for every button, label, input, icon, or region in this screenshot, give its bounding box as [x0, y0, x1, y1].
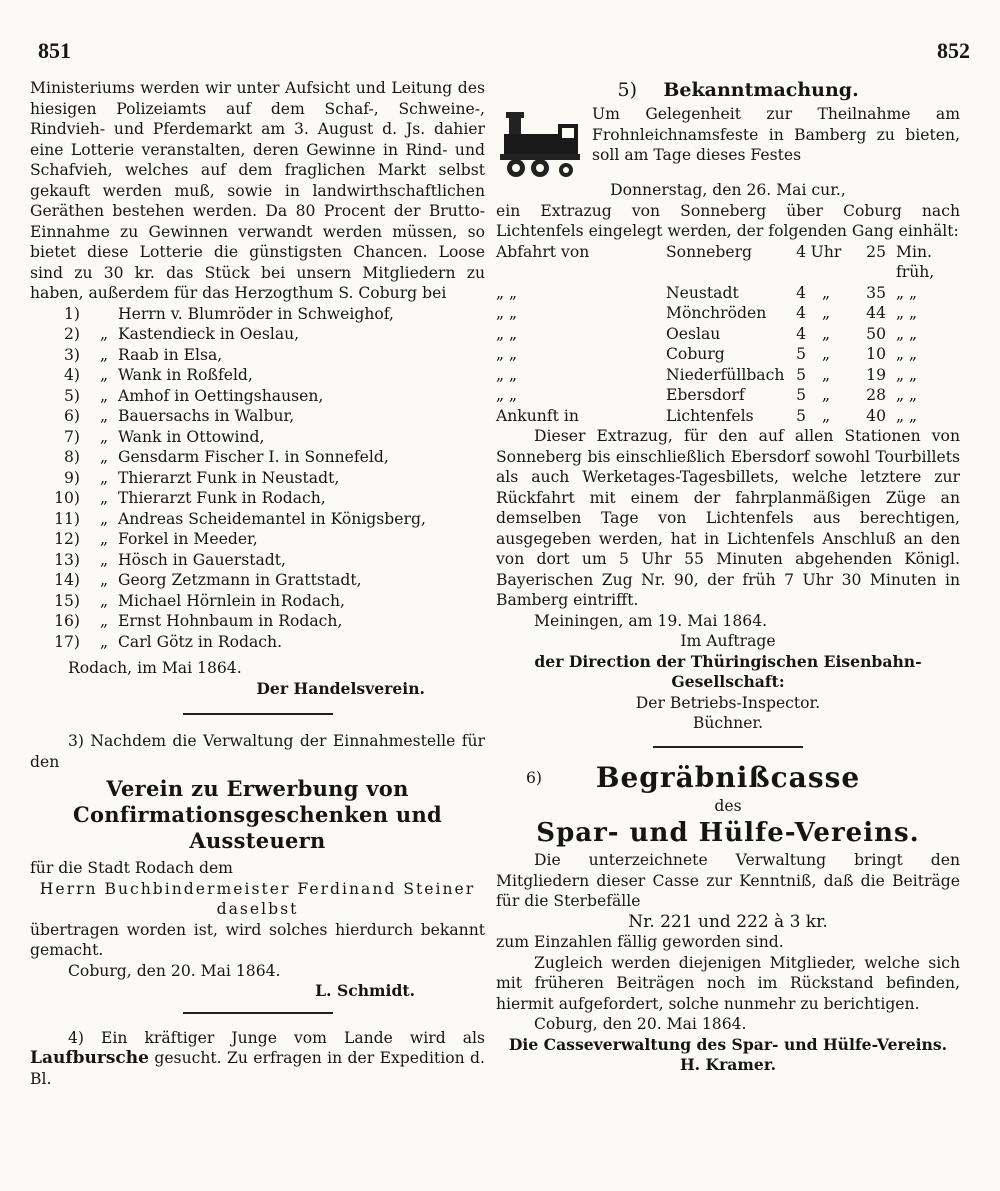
schedule-uhr: „ [821, 365, 831, 384]
section3-dateline: Coburg, den 20. Mai 1864. [68, 961, 281, 980]
section4-text-b: gesucht. Zu erfragen in der Expedition d. Bl. [30, 1049, 485, 1088]
agent-list [40, 304, 485, 653]
list-item-number: 16) [54, 612, 80, 630]
list-item [40, 488, 485, 509]
schedule-action: „ „ [496, 304, 518, 322]
schedule-hour: 5 [796, 386, 806, 404]
list-item-ditto: „ [99, 468, 109, 487]
list-item-ditto: „ [99, 550, 109, 569]
list-item-ditto: „ [99, 591, 109, 610]
schedule-suffix: „ „ [896, 365, 918, 384]
dateline-rodach: Rodach, im Mai 1864. [68, 659, 242, 677]
section4-bold-word: Laufbursche [30, 1048, 149, 1068]
section5-direction: der Direction der Thüringischen Eisenbahn-Gesellschaft: [534, 651, 922, 691]
list-item-number: 7) [63, 427, 80, 446]
schedule-action: „ „ [496, 283, 518, 302]
list-item [40, 447, 485, 468]
list-item [40, 632, 485, 653]
list-item-ditto: „ [99, 489, 109, 507]
section6-body3: Zugleich werden diejenigen Mitglieder, welche sich mit früheren Beiträgen noch im Rückstand befinden, hiermit aufgefordert, solche nunmehr zu berichtigen. [496, 953, 960, 1013]
list-item-number: 17) [54, 632, 80, 651]
schedule-minute: 35 [866, 283, 886, 302]
schedule-row [496, 406, 960, 427]
schedule-row [496, 242, 960, 283]
schedule-row [496, 324, 960, 345]
schedule-station: Mönchröden [666, 304, 767, 322]
list-item-text: Gensdarm Fischer I. in Sonnefeld, [118, 448, 389, 466]
list-item-ditto: „ [99, 509, 109, 528]
list-item [40, 468, 485, 489]
schedule-uhr: Uhr [810, 242, 842, 261]
list-item-number: 10) [54, 489, 80, 507]
section6-signature: Die Casseverwaltung des Spar- und Hülfe-Vereins. [508, 1034, 948, 1054]
section4-text-a: 4) Ein kräftiger Junge vom Lande wird als [68, 1028, 485, 1047]
locomotive-icon [500, 108, 582, 180]
schedule-minute: 50 [866, 324, 886, 343]
schedule-uhr: „ [821, 304, 831, 322]
section3-body2: übertragen worden ist, wird solches hierdurch bekannt gemacht. [30, 920, 485, 959]
schedule-station: Ebersdorf [666, 386, 745, 404]
list-item [40, 386, 485, 407]
list-item [40, 550, 485, 571]
schedule-hour: 4 [796, 242, 806, 261]
schedule-station: Sonneberg [666, 242, 753, 261]
schedule-minute: 28 [866, 386, 886, 404]
section5-number: 5) [617, 79, 638, 101]
section6-name: H. Kramer. [679, 1055, 777, 1074]
list-item-ditto: „ [99, 448, 109, 466]
section6-numbers: Nr. 221 und 222 à 3 kr. [628, 911, 828, 932]
list-item-text: Carl Götz in Rodach. [118, 632, 283, 651]
list-item-text: Wank in Ottowind, [118, 427, 265, 446]
list-item-number: 2) [63, 325, 80, 343]
section5-name: Büchner. [692, 714, 764, 732]
list-item-number: 13) [54, 550, 80, 569]
section6-body1: Die unterzeichnete Verwaltung bringt den Mitgliedern dieser Casse zur Kenntniß, daß die Beiträge für die Sterbefälle [496, 851, 960, 910]
schedule-station: Niederfüllbach [666, 365, 785, 384]
divider-left-1 [183, 713, 333, 715]
section6-body2: zum Einzahlen fällig geworden sind. [496, 933, 784, 951]
list-item-text: Herrn v. Blumröder in Schweighof, [118, 304, 394, 323]
list-item-ditto: „ [99, 530, 109, 548]
schedule-action: Ankunft in [496, 406, 579, 425]
list-item-number: 4) [63, 366, 80, 384]
schedule-minute: 40 [866, 406, 886, 425]
list-item-number: 11) [54, 509, 80, 528]
schedule-station: Coburg [666, 345, 725, 363]
section5-intro: Um Gelegenheit zur Theilnahme am Frohnleichnamsfeste in Bamberg zu bieten, soll am Tage dieses Festes [592, 105, 960, 164]
schedule-suffix: „ „ [896, 406, 918, 425]
schedule-row [496, 385, 960, 406]
list-item-ditto: „ [99, 427, 109, 446]
list-item [40, 570, 485, 591]
list-item [40, 509, 485, 530]
list-item-text: Thierarzt Funk in Neustadt, [118, 468, 340, 487]
schedule-action: Abfahrt von [496, 242, 590, 261]
list-item-number: 5) [63, 386, 80, 405]
schedule-minute: 25 [866, 242, 886, 261]
schedule-uhr: „ [821, 406, 831, 425]
list-item [40, 529, 485, 550]
schedule-hour: 5 [796, 406, 806, 425]
list-item-ditto: „ [99, 571, 109, 589]
section5-date: Donnerstag, den 26. Mai cur., [610, 181, 846, 199]
section5-body2: Dieser Extrazug, für den auf allen Stationen von Sonneberg bis einschließlich Ebersdorf sowohl Tourbillets als auch Werketages-Tagesbillets, welche letztere zur Rückfahrt mit einem der fahrplanmäßigen Züge an demselben Tage von Lichtenfels aus berechtigen, ausgegeben werden, hat in Lichtenfels Anschluß an den von dort um 5 Uhr 55 Minuten abgehenden Königl. Bayerischen Zug Nr. 90, der früh 7 Uhr 30 Minuten in Bamberg eintrifft. [496, 427, 960, 609]
schedule-minute: 10 [866, 345, 886, 363]
page-number-left: 851 [38, 38, 71, 63]
list-item-text: Georg Zetzmann in Grattstadt, [118, 571, 362, 589]
list-item [40, 591, 485, 612]
schedule-suffix: „ „ [896, 304, 918, 322]
list-item-number: 15) [54, 591, 80, 610]
schedule-minute: 44 [866, 304, 886, 322]
schedule-uhr: „ [821, 324, 831, 343]
schedule-suffix: „ „ [896, 386, 918, 404]
list-item-text: Wank in Roßfeld, [118, 366, 253, 384]
schedule-station: Neustadt [666, 283, 739, 302]
section5-body1: ein Extrazug von Sonneberg über Coburg nach Lichtenfels eingelegt werden, der folgenden Gang einhält: [496, 201, 960, 240]
list-item [40, 345, 485, 366]
schedule-row [496, 283, 960, 304]
list-item-ditto: „ [99, 612, 109, 630]
section6-number: 6) [526, 768, 543, 787]
section6-title1: Begräbnißcasse [595, 760, 861, 794]
list-item-text: Kastendieck in Oeslau, [118, 325, 300, 343]
list-item-number: 1) [63, 304, 80, 323]
schedule-row [496, 344, 960, 365]
section3-title: Verein zu Erwerbung von Confirmationsgeschenken und Aussteuern [72, 776, 443, 853]
list-item-ditto: „ [99, 366, 109, 384]
list-item [40, 324, 485, 345]
list-item [40, 406, 485, 427]
list-item-number: 8) [63, 448, 80, 466]
section3-intro: 3) Nachdem die Verwaltung der Einnahmestelle für den [30, 732, 485, 771]
list-item-text: Forkel in Meeder, [118, 530, 258, 548]
schedule-hour: 5 [796, 345, 806, 363]
schedule-uhr: „ [821, 345, 831, 363]
section5-inspector: Der Betriebs-Inspector. [635, 693, 821, 712]
list-item-text: Raab in Elsa, [118, 345, 223, 364]
left-paragraph-lottery: Ministeriums werden wir unter Aufsicht und Leitung des hiesigen Polizeiamts auf dem Schaf-, Schweine-, Rindvieh- und Pferdemarkt am 3. August d. Js. dahier eine Lotterie veranstalten, deren Gewinne in Rind- und Schafvieh, welches auf dem fraglichen Markt selbst gekauft werden muß, sowie in landwirthschaftlichen Geräthen bestehen werden. Da 80 Procent der Brutto-Einnahme zu Gewinnen verwandt werden müssen, so bietet diese Lotterie die günstigsten Chancen. Loose sind zu 30 kr. das Stück bei unsern Mitgliedern zu haben, außerdem für das Herzogthum S. Coburg bei [30, 79, 485, 302]
divider-left-2 [183, 1012, 333, 1014]
list-item-text: Hösch in Gauerstadt, [118, 550, 286, 569]
schedule-hour: 5 [796, 365, 806, 384]
right-column [496, 78, 960, 1076]
list-item-ditto: „ [99, 345, 109, 364]
schedule-suffix: „ „ [896, 283, 918, 302]
schedule-action: „ „ [496, 365, 518, 384]
schedule-suffix: Min. früh, [896, 242, 935, 281]
schedule-action: „ „ [496, 324, 518, 343]
list-item-number: 12) [54, 530, 80, 548]
section5-auftrag: Im Auftrage [680, 632, 776, 650]
section6-dateline: Coburg, den 20. Mai 1864. [534, 1015, 747, 1033]
train-schedule [496, 242, 960, 427]
list-item-number: 3) [63, 345, 80, 364]
signature-handelsverein: Der Handelsverein. [256, 678, 425, 698]
section6-title2: Spar- und Hülfe-Vereins. [536, 818, 920, 848]
list-item-text: Michael Hörnlein in Rodach, [118, 591, 346, 610]
list-item [40, 427, 485, 448]
list-item [40, 611, 485, 632]
schedule-hour: 4 [796, 324, 806, 343]
list-item-text: Bauersachs in Walbur, [118, 407, 295, 425]
list-item-number: 6) [63, 407, 80, 425]
schedule-uhr: „ [821, 283, 831, 302]
list-item-ditto [90, 304, 118, 325]
section6-des: des [714, 796, 742, 815]
list-item-ditto: „ [99, 407, 109, 425]
schedule-suffix: „ „ [896, 345, 918, 363]
schedule-hour: 4 [796, 283, 806, 302]
list-item-ditto: „ [99, 632, 109, 651]
list-item [40, 365, 485, 386]
list-item-number: 14) [54, 571, 80, 589]
section3-signature: L. Schmidt. [315, 981, 415, 1000]
schedule-action: „ „ [496, 386, 518, 404]
left-column [30, 78, 485, 1089]
list-item-text: Amhof in Oettingshausen, [118, 386, 324, 405]
section5-dateline: Meiningen, am 19. Mai 1864. [534, 611, 768, 630]
divider-right-1 [653, 746, 803, 748]
page-number-right: 852 [937, 38, 970, 63]
section3-name: Herrn Buchbindermeister Ferdinand Steiner daselbst [39, 879, 476, 918]
list-item-text: Thierarzt Funk in Rodach, [118, 489, 326, 507]
section3-body1: für die Stadt Rodach dem [30, 859, 233, 877]
schedule-row [496, 303, 960, 324]
list-item-ditto: „ [99, 386, 109, 405]
section5-title: Bekanntmachung. [663, 79, 859, 101]
schedule-station: Lichtenfels [666, 406, 754, 425]
list-item [40, 304, 485, 325]
schedule-hour: 4 [796, 304, 806, 322]
list-item-ditto: „ [99, 325, 109, 343]
schedule-uhr: „ [821, 386, 831, 404]
schedule-station: Oeslau [666, 324, 721, 343]
list-item-number: 9) [63, 468, 80, 487]
list-item-text: Andreas Scheidemantel in Königsberg, [118, 509, 426, 528]
schedule-action: „ „ [496, 345, 518, 363]
schedule-suffix: „ „ [896, 324, 918, 343]
list-item-text: Ernst Hohnbaum in Rodach, [118, 612, 343, 630]
section4-text [30, 1028, 485, 1090]
schedule-minute: 19 [866, 365, 886, 384]
schedule-row [496, 365, 960, 386]
